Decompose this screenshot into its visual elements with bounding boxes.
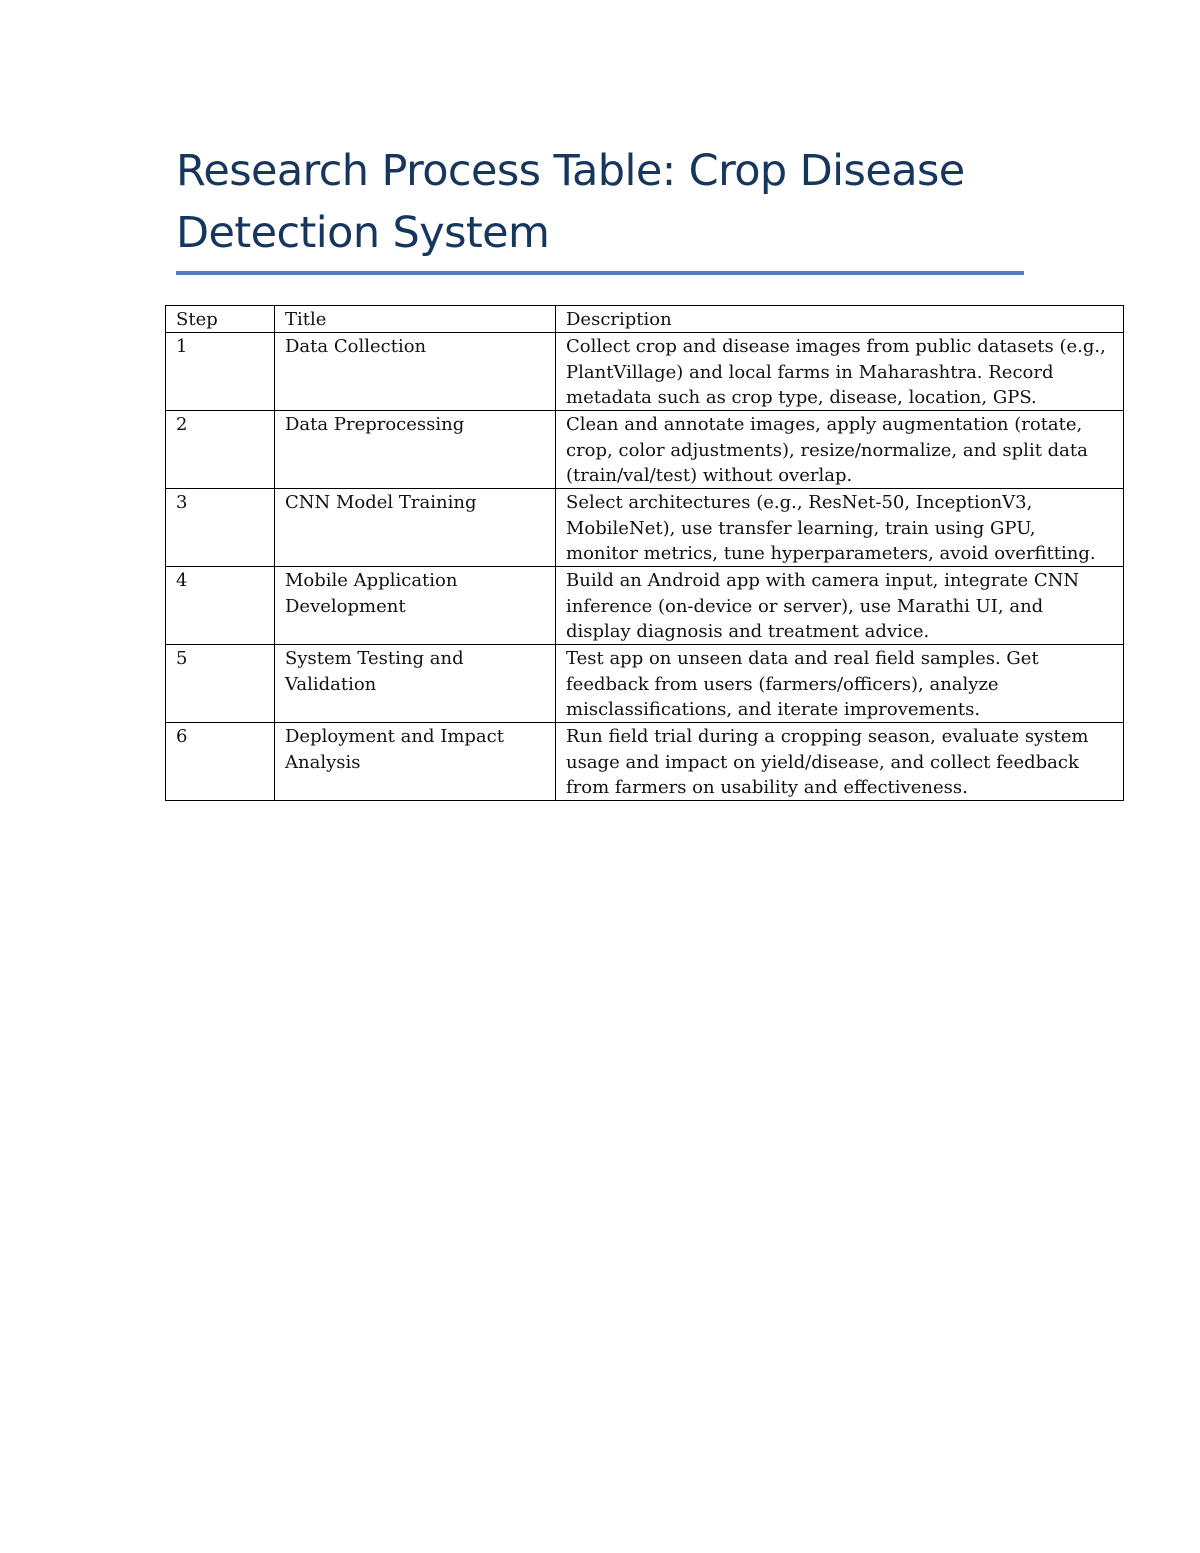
column-header-step: Step (166, 306, 275, 333)
table-row (166, 723, 1124, 801)
step-number-cell: 1 (166, 333, 275, 411)
step-title-cell: Deployment and Impact Analysis (275, 723, 556, 801)
table-row (166, 411, 1124, 489)
table-row (166, 489, 1124, 567)
table-row (166, 333, 1124, 411)
document-title: Research Process Table: Crop Disease Detection System (176, 146, 965, 258)
step-description-cell: Select architectures (e.g., ResNet-50, InceptionV3, MobileNet), use transfer learning, train using GPU, monitor metrics, tune hyperparameters, avoid overfitting. (556, 489, 1124, 567)
step-description-cell: Test app on unseen data and real field samples. Get feedback from users (farmers/officers), analyze misclassifications, and iterate improvements. (556, 645, 1124, 723)
research-process-table (165, 305, 1124, 801)
step-description-cell: Collect crop and disease images from public datasets (e.g., PlantVillage) and local farms in Maharashtra. Record metadata such as crop type, disease, location, GPS. (556, 333, 1124, 411)
table-row (166, 567, 1124, 645)
step-description-cell: Run field trial during a cropping season, evaluate system usage and impact on yield/disease, and collect feedback from farmers on usability and effectiveness. (556, 723, 1124, 801)
step-number-cell: 6 (166, 723, 275, 801)
step-number-cell: 4 (166, 567, 275, 645)
step-title-cell: Mobile Application Development (275, 567, 556, 645)
title-underline (176, 271, 1024, 275)
step-number-cell: 2 (166, 411, 275, 489)
step-title-cell: Data Preprocessing (275, 411, 556, 489)
column-header-description: Description (556, 306, 1124, 333)
column-header-title: Title (275, 306, 556, 333)
step-number-cell: 3 (166, 489, 275, 567)
table-row (166, 645, 1124, 723)
step-number-cell: 5 (166, 645, 275, 723)
step-title-cell: CNN Model Training (275, 489, 556, 567)
step-description-cell: Build an Android app with camera input, integrate CNN inference (on-device or server), use Marathi UI, and display diagnosis and treatment advice. (556, 567, 1124, 645)
step-title-cell: Data Collection (275, 333, 556, 411)
step-description-cell: Clean and annotate images, apply augmentation (rotate, crop, color adjustments), resize/normalize, and split data (train/val/test) without overlap. (556, 411, 1124, 489)
step-title-cell: System Testing and Validation (275, 645, 556, 723)
table-header-row (166, 306, 1124, 333)
